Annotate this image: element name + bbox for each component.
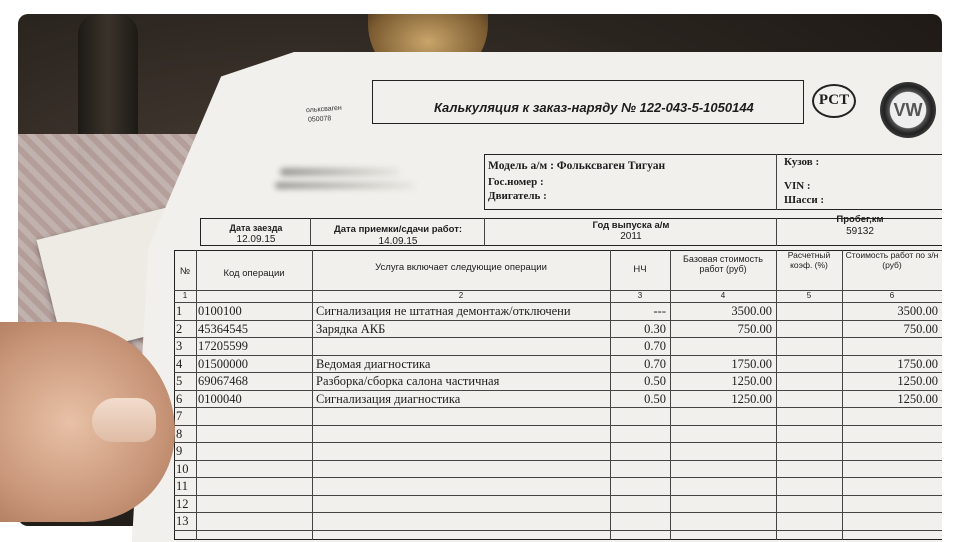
header-code: Код операции [223,268,285,279]
acceptance-date-label: Дата приемки/сдачи работ: [333,224,463,235]
cell-code: 17205599 [198,339,248,353]
cell-code: 69067468 [198,374,248,388]
cell-n: 13 [176,514,189,528]
cell-n: 9 [176,444,183,458]
col-number-5: 5 [806,291,812,300]
arrival-date-label: Дата заезда [229,223,283,233]
cell-total: 1250.00 [897,391,938,406]
vehicle-vin: VIN : [784,180,811,192]
vw-logo-icon: VW [880,82,936,138]
calculation-document [150,66,942,536]
cell-nh: 0.30 [644,321,666,336]
arrival-date-value: 12.09.15 [236,234,276,245]
mileage-label: Пробег,км [836,214,884,225]
cell-desc: Зарядка АКБ [316,321,386,336]
certification-mark-icon: РСТ [812,84,856,118]
cell-total: 1750.00 [897,356,938,371]
cell-total: 750.00 [903,321,938,336]
vehicle-body: Кузов : [784,156,820,168]
cell-base: 750.00 [737,321,772,336]
cell-nh: --- [653,304,666,318]
cell-n: 12 [176,496,189,511]
thumbnail [92,398,156,442]
col-number-4: 4 [720,291,726,300]
cell-base: 3500.00 [731,304,772,318]
cell-nh: 0.50 [644,374,666,388]
year-value: 2011 [620,231,642,242]
vehicle-plate: Гос.номер : [488,176,544,188]
cell-n: 7 [176,409,183,423]
cell-n: 6 [176,391,183,406]
cell-n: 2 [176,321,183,336]
corner-text-1: ольксваген [305,104,343,115]
cell-nh: 0.50 [644,391,666,406]
cell-desc: Сигнализация не штатная демонтаж/отключени [316,304,571,318]
redacted-text [275,182,415,189]
vehicle-engine: Двигатель : [488,190,547,202]
header-service: Услуга включает следующие операции [375,262,547,273]
cell-n: 4 [176,356,183,371]
redacted-text [280,168,400,176]
col-number-3: 3 [637,291,643,300]
corner-text-2: 050078 [307,115,332,124]
cell-base: 1250.00 [731,374,772,388]
acceptance-date-value: 14.09.15 [378,236,418,247]
cell-code: 0100040 [198,391,242,406]
header-coef: Расчетный коэф. (%) [787,250,831,270]
header-number: № [179,266,191,277]
cell-base: 1750.00 [731,356,772,371]
year-label: Год выпуска а/м [592,220,670,231]
cell-code: 45364545 [198,321,248,336]
col-number-6: 6 [889,291,895,300]
header-total-cost: Стоимость работ по з/н (руб) [845,250,939,270]
cell-code: 0100100 [198,304,242,318]
mileage-value: 59132 [846,226,874,237]
col-number-2: 2 [458,291,464,300]
cell-n: 10 [176,461,189,476]
cell-code: 01500000 [198,356,248,371]
page-title: Калькуляция к заказ-наряду № 122-043-5-1050144 [434,100,754,115]
cell-base: 1250.00 [731,391,772,406]
cell-n: 8 [176,426,183,441]
cell-n: 3 [176,339,183,353]
cell-desc: Сигнализация диагностика [316,391,461,406]
cell-n: 1 [176,304,183,318]
cell-n: 11 [176,479,189,493]
vehicle-model: Модель а/м : Фольксваген Тигуан [488,160,666,172]
header-nh: НЧ [633,264,647,275]
header-base-cost: Базовая стоимость работ (руб) [683,254,763,274]
cell-n: 5 [176,374,183,388]
col-number-1: 1 [182,291,188,300]
cell-nh: 0.70 [644,339,666,353]
cell-nh: 0.70 [644,356,666,371]
cell-desc: Разборка/сборка салона частичная [316,374,500,388]
cell-total: 3500.00 [897,304,938,318]
cell-desc: Ведомая диагностика [316,356,431,371]
cell-total: 1250.00 [897,374,938,388]
vehicle-chassis: Шасси : [784,194,825,206]
